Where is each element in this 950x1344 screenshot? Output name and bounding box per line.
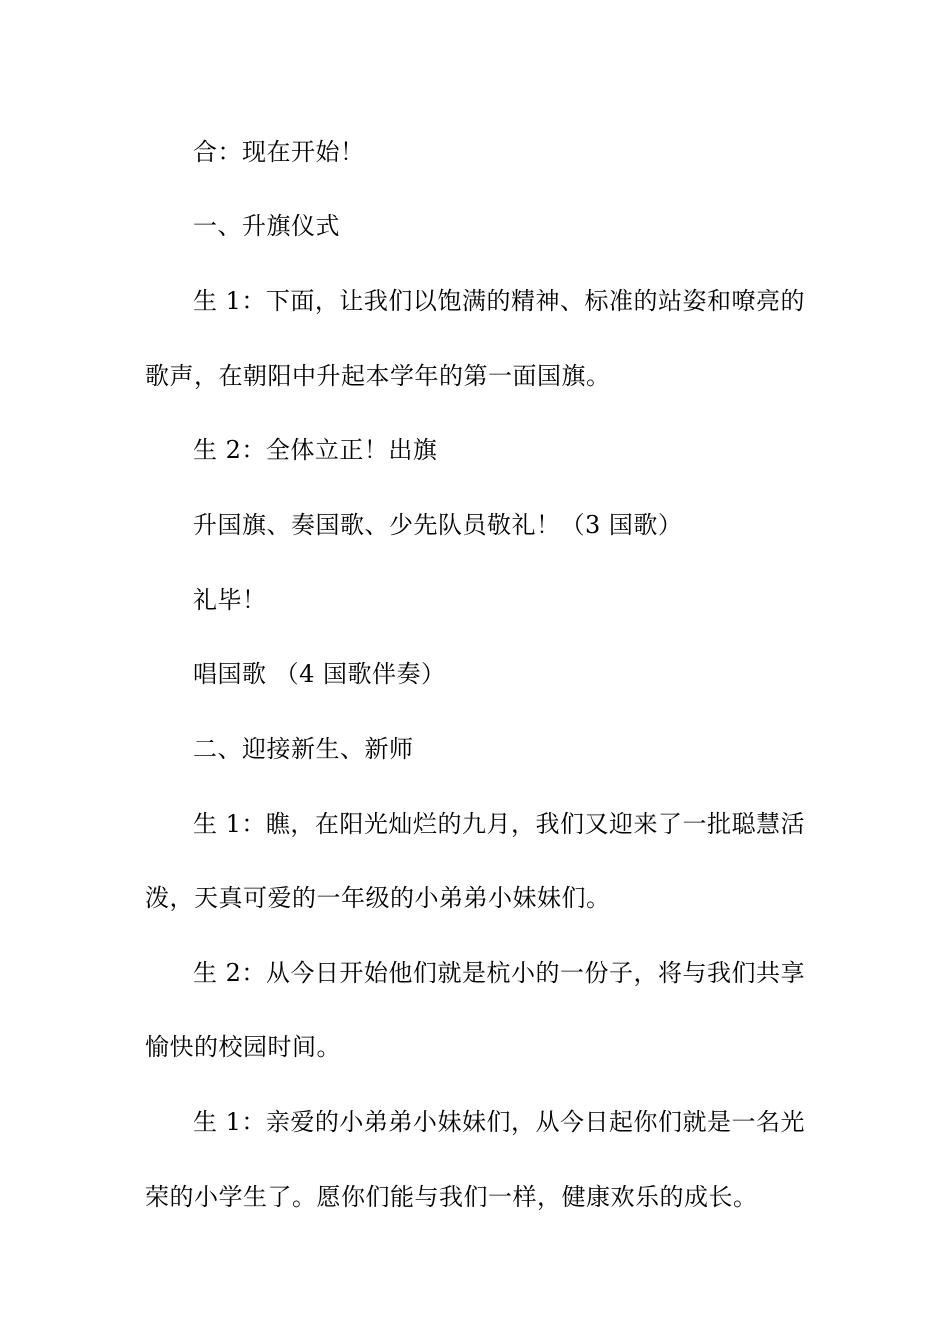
paragraph-line: 生 1：下面，让我们以饱满的精神、标准的站姿和嘹亮的	[193, 287, 805, 315]
paragraph-line: 生 2：从今日开始他们就是杭小的一份子，将与我们共享	[193, 959, 805, 987]
paragraph-line: 荣的小学生了。愿你们能与我们一样，健康欢乐的成长。	[145, 1183, 758, 1211]
paragraph-line: 合：现在开始！	[193, 138, 365, 166]
paragraph-line: 歌声，在朝阳中升起本学年的第一面国旗。	[145, 362, 611, 390]
section-heading: 一、升旗仪式	[193, 212, 340, 240]
paragraph-line: 唱国歌 （4 国歌伴奏）	[193, 660, 446, 688]
paragraph-line: 升国旗、奏国歌、少先队员敬礼！（3 国歌）	[193, 511, 683, 539]
section-heading: 二、迎接新生、新师	[193, 735, 414, 763]
paragraph-line: 生 2：全体立正！出旗	[193, 436, 438, 464]
paragraph-line: 生 1：亲爱的小弟弟小妹妹们，从今日起你们就是一名光	[193, 1108, 805, 1136]
paragraph-line: 生 1：瞧，在阳光灿烂的九月，我们又迎来了一批聪慧活	[193, 810, 805, 838]
paragraph-line: 礼毕！	[193, 586, 267, 614]
paragraph-line: 愉快的校园时间。	[145, 1033, 341, 1061]
paragraph-line: 泼，天真可爱的一年级的小弟弟小妹妹们。	[145, 884, 611, 912]
